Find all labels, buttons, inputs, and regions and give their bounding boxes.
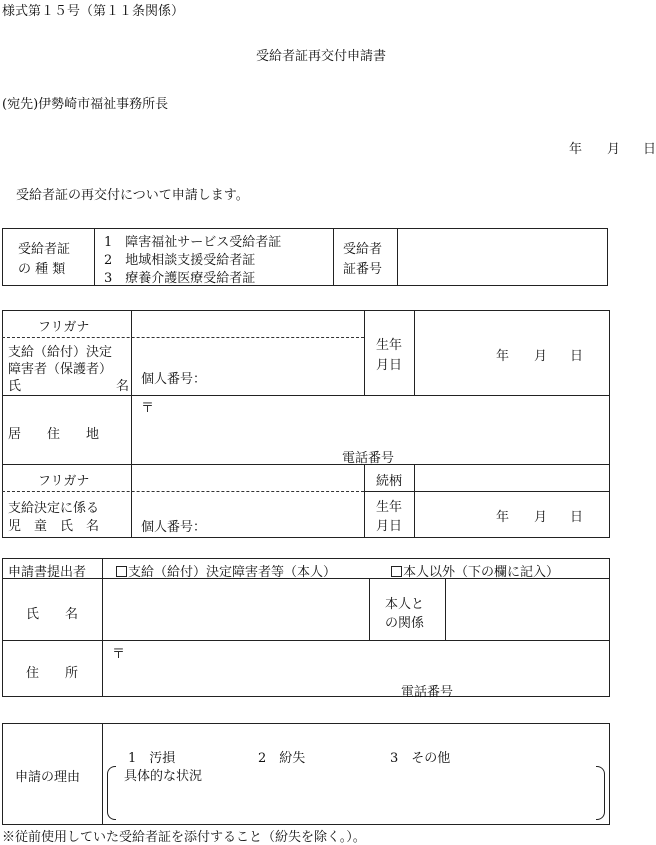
submitter-option-self[interactable] — [116, 561, 336, 580]
cert-number-label: 受給者 — [343, 242, 383, 257]
form-number: 様式第１５号（第１１条関係） — [2, 4, 185, 19]
submitter-address-field[interactable] — [103, 641, 609, 696]
residence-phone-label: 電話番号 — [342, 451, 395, 466]
intro-text: 受給者証の再交付について申請します。 — [16, 188, 249, 203]
child-birth-label-2: 月日 — [376, 519, 403, 534]
recipient-name-field[interactable] — [132, 338, 363, 394]
submitter-option-self-label: 支給（給付）決定障害者等（本人） — [128, 565, 337, 580]
reason-detail-label: 具体的な状況 — [124, 769, 203, 784]
submitter-relation-label: 本人と — [385, 597, 425, 612]
checkbox-self[interactable] — [116, 566, 127, 577]
birth-date-field[interactable] — [415, 311, 609, 394]
reason-option-3[interactable]: 3 その他 — [390, 751, 451, 766]
child-birth-day: 日 — [570, 510, 584, 525]
submitter-phone-label: 電話番号 — [401, 685, 454, 700]
submitter-label: 申請書提出者 — [8, 565, 87, 580]
reason-option-2[interactable]: 2 紛失 — [258, 751, 306, 766]
cert-number-field[interactable] — [398, 229, 607, 285]
cert-number-label-2: 証番号 — [343, 262, 383, 277]
recipient-name-label: 支給（給付）決定 — [8, 345, 113, 360]
reason-detail-field[interactable] — [118, 784, 592, 820]
submitter-address-label: 住 所 — [26, 666, 79, 681]
child-name-field[interactable] — [132, 492, 363, 537]
relation-label: 続柄 — [376, 474, 403, 489]
residence-label: 居 住 地 — [8, 427, 100, 442]
recipient-name-label-2: 障害者（保護者） — [8, 362, 113, 377]
submitter-option-other[interactable] — [391, 561, 559, 580]
recipient-name-label-3b: 名 — [116, 379, 130, 394]
residence-postal-mark: 〒 — [141, 401, 155, 416]
furigana-field[interactable] — [132, 311, 363, 336]
cert-type-label: 受給者証 — [18, 242, 71, 257]
cert-option-1: 1 障害福祉サービス受給者証 — [104, 235, 282, 250]
date-day-label: 日 — [643, 142, 656, 157]
submitter-name-label: 氏 名 — [26, 607, 79, 622]
form-title: 受給者証再交付申請書 — [256, 49, 387, 64]
residence-field[interactable] — [132, 396, 609, 463]
addressee: (宛先)伊勢崎市福祉事務所長 — [2, 97, 169, 112]
submitter-name-field[interactable] — [103, 579, 368, 639]
recipient-name-label-3a: 氏 — [8, 379, 22, 394]
child-furigana-field[interactable] — [132, 465, 363, 490]
date-month-label: 月 — [607, 142, 621, 157]
child-birth-label: 生年 — [376, 500, 403, 515]
submitter-relation-label-2: の関係 — [385, 616, 425, 631]
reason-label: 申請の理由 — [15, 770, 81, 785]
reason-option-1[interactable]: 1 汚損 — [128, 751, 176, 766]
footnote: ※従前使用していた受給者証を添付すること（紛失を除く。）。 — [2, 830, 366, 845]
birth-month: 月 — [534, 349, 548, 364]
cert-option-2: 2 地域相談支援受給者証 — [104, 253, 256, 268]
child-birth-date-field[interactable] — [415, 492, 609, 537]
child-name-label: 支給決定に係る — [8, 501, 100, 516]
cert-option-3: 3 療養介護医療受給者証 — [104, 271, 256, 286]
birth-label: 生年 — [376, 338, 403, 353]
checkbox-other[interactable] — [391, 566, 402, 577]
birth-label-2: 月日 — [376, 358, 403, 373]
child-birth-month: 月 — [534, 510, 548, 525]
left-bracket — [107, 766, 116, 820]
submitter-postal-mark: 〒 — [112, 647, 126, 662]
child-personal-number-label: 個人番号： — [141, 520, 207, 535]
cert-type-label-2: の 種 類 — [18, 262, 66, 277]
date-year-label: 年 — [569, 142, 583, 157]
relation-field[interactable] — [415, 465, 609, 490]
child-name-label-2: 児 童 氏 名 — [8, 519, 100, 534]
child-furigana-label: フリガナ — [38, 474, 90, 489]
personal-number-label: 個人番号： — [141, 372, 207, 387]
birth-day: 日 — [570, 349, 584, 364]
furigana-label: フリガナ — [38, 320, 90, 335]
child-birth-year: 年 — [496, 510, 510, 525]
submitter-option-other-label: 本人以外（下の欄に記入） — [403, 565, 560, 580]
submitter-relation-field[interactable] — [446, 579, 609, 639]
right-bracket — [596, 766, 605, 820]
birth-year: 年 — [496, 349, 510, 364]
